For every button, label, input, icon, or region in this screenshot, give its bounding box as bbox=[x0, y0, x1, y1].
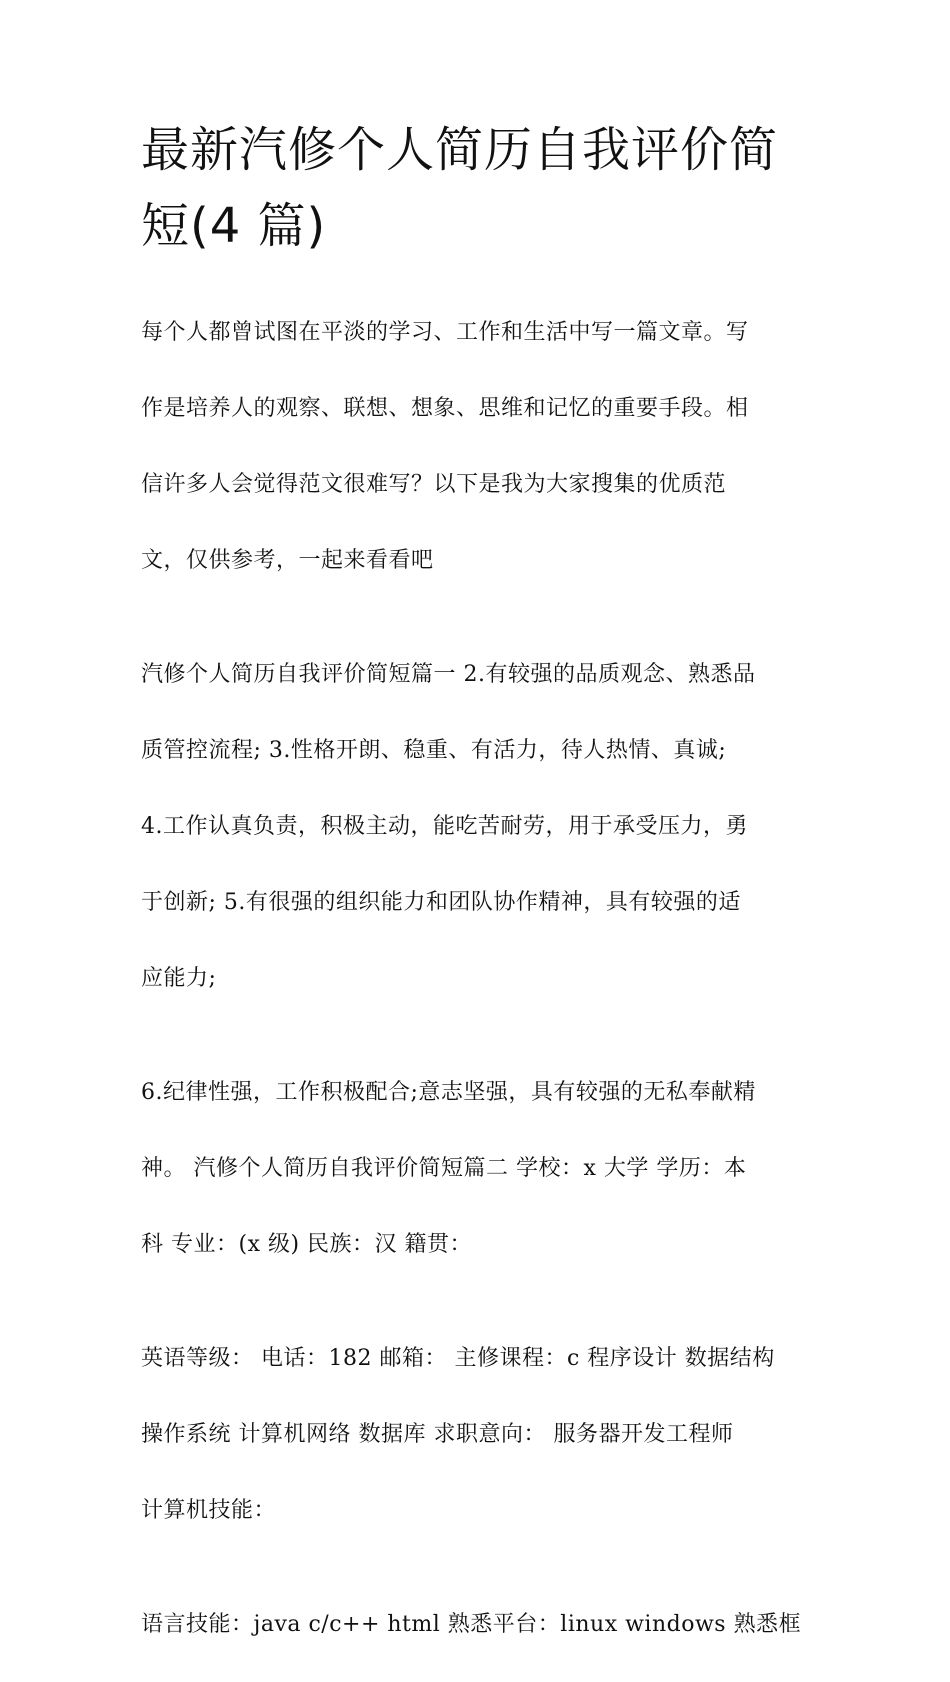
contact-line-1: 英语等级： 电话：182 邮箱： 主修课程：c 程序设计 数据结构 bbox=[141, 1346, 775, 1371]
intro-line-1: 每个人都曾试图在平淡的学习、工作和生活中写一篇文章。写 bbox=[141, 320, 749, 345]
article-one-line-1: 汽修个人简历自我评价简短篇一 2.有较强的品质观念、熟悉品 bbox=[141, 662, 756, 687]
title-line-2: 短(4 篇) bbox=[141, 198, 327, 254]
discipline-paragraph bbox=[141, 1036, 813, 1302]
discipline-line-1: 6.纪律性强，工作积极配合;意志坚强，具有较强的无私奉献精 bbox=[141, 1080, 756, 1105]
article-one-line-5: 应能力; bbox=[141, 966, 217, 991]
intro-line-4: 文，仅供参考，一起来看看吧 bbox=[141, 548, 434, 573]
article-one-paragraph bbox=[141, 618, 813, 1036]
discipline-line-3: 科 专业：(x 级) 民族：汉 籍贯： bbox=[141, 1232, 473, 1257]
document-title bbox=[141, 112, 813, 264]
discipline-line-2: 神。 汽修个人简历自我评价简短篇二 学校：x 大学 学历：本 bbox=[141, 1156, 747, 1181]
article-one-line-3: 4.工作认真负责，积极主动，能吃苦耐劳，用于承受压力，勇 bbox=[141, 814, 748, 839]
article-one-line-2: 质管控流程; 3.性格开朗、稳重、有活力，待人热情、真诚; bbox=[141, 738, 727, 763]
document-body bbox=[141, 112, 813, 1682]
intro-line-3: 信许多人会觉得范文很难写？以下是我为大家搜集的优质范 bbox=[141, 472, 727, 497]
article-one-line-4: 于创新; 5.有很强的组织能力和团队协作精神，具有较强的适 bbox=[141, 890, 741, 915]
intro-paragraph bbox=[141, 276, 813, 618]
intro-line-2: 作是培养人的观察、联想、想象、思维和记忆的重要手段。相 bbox=[141, 396, 749, 421]
skills-line-1: 语言技能：java c/c++ html 熟悉平台：linux windows 熟悉框 bbox=[141, 1612, 802, 1637]
contact-line-2: 操作系统 计算机网络 数据库 求职意向： 服务器开发工程师 bbox=[141, 1422, 734, 1447]
contact-line-3: 计算机技能： bbox=[141, 1498, 277, 1523]
contact-paragraph bbox=[141, 1302, 813, 1568]
skills-paragraph bbox=[141, 1568, 813, 1682]
title-line-1: 最新汽修个人简历自我评价简 bbox=[141, 122, 779, 178]
